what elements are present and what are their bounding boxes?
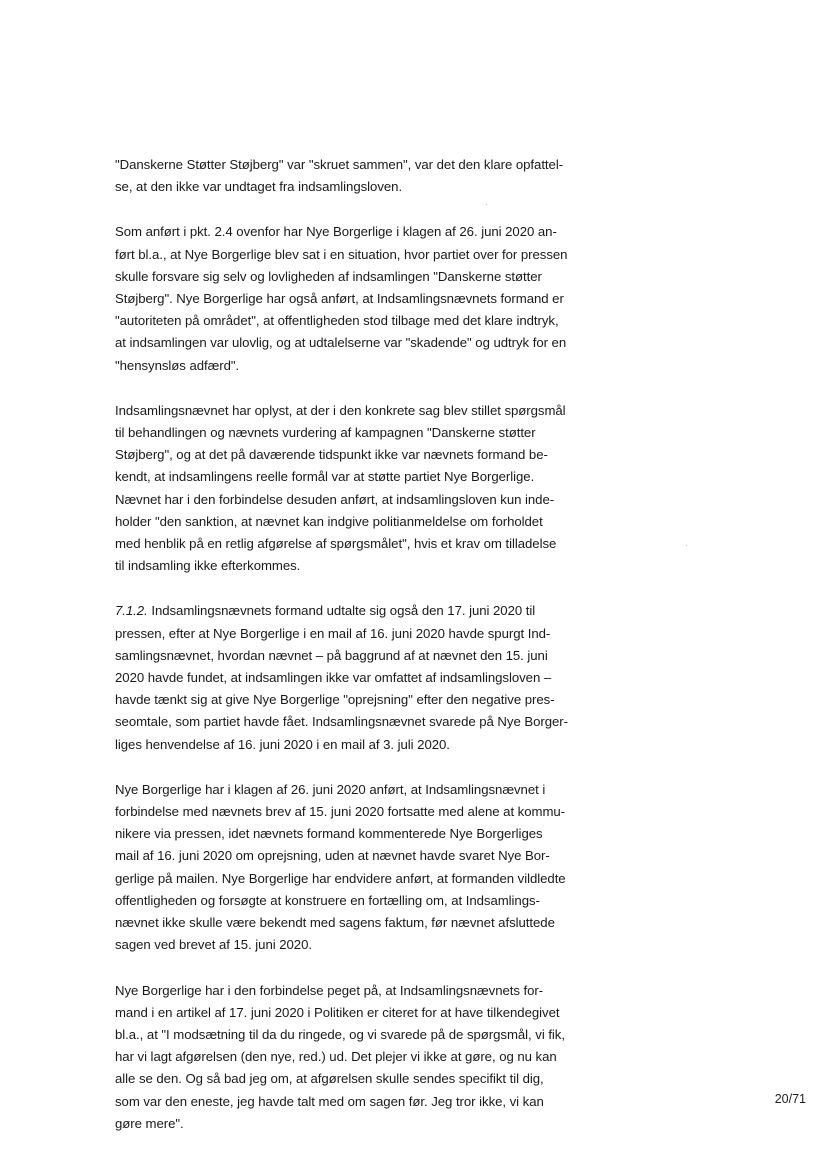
scan-speck: [686, 545, 687, 546]
text-line: "hensynsløs adfærd".: [115, 357, 240, 373]
text-line: pressen, efter at Nye Borgerlige i en mail af 16. juni 2020 havde spurgt Ind-: [115, 625, 551, 641]
text-line: som var den eneste, jeg havde talt med om sagen før. Jeg tror ikke, vi kan: [115, 1093, 544, 1109]
page-number: 20/71: [774, 1092, 806, 1106]
text-line: samlingsnævnet, hvordan nævnet – på baggrund af at nævnet den 15. juni: [115, 647, 548, 663]
text-line: Nye Borgerlige har i klagen af 26. juni 2020 anført, at Indsamlingsnævnet i: [115, 781, 546, 797]
text-line: "Danskerne Støtter Støjberg" var "skruet sammen", var det den klare opfattel-: [115, 157, 564, 172]
text-line: Som anført i pkt. 2.4 ovenfor har Nye Borgerlige i klagen af 26. juni 2020 an-: [115, 224, 557, 240]
text-line: 2020 havde fundet, at indsamlingen ikke var omfattet af indsamlingsloven –: [115, 670, 552, 686]
text-line: mail af 16. juni 2020 om oprejsning, uden at nævnet havde svaret Nye Bor-: [115, 848, 550, 864]
document-body: [115, 154, 595, 1158]
paragraph: [115, 980, 595, 1135]
paragraph: [115, 221, 595, 376]
text-line: sagen ved brevet af 15. juni 2020.: [115, 937, 312, 953]
text-line-content: Indsamlingsnævnets formand udtalte sig også den 17. juni 2020 til: [151, 603, 536, 619]
text-line: har vi lagt afgørelsen (den nye, red.) ud. Det plejer vi ikke at gøre, og nu kan: [115, 1049, 557, 1065]
text-line: mand i en artikel af 17. juni 2020 i Politiken er citeret for at have tilkendegivet: [115, 1004, 560, 1020]
section-number: 7.1.2.: [115, 603, 148, 619]
text-line: forbindelse med nævnets brev af 15. juni 2020 fortsatte med alene at kommu-: [115, 804, 566, 820]
text-line: bl.a., at "I modsætning til da du ringede, og vi svarede på de spørgsmål, vi fik,: [115, 1026, 565, 1042]
text-line: offentligheden og forsøgte at konstruere en fortælling om, at Indsamlings-: [115, 892, 540, 908]
text-line: nævnet ikke skulle være bekendt med sagens faktum, før nævnet afsluttede: [115, 915, 555, 931]
paragraph: [115, 154, 595, 198]
text-line: med henblik på en retlig afgørelse af spørgsmålet", hvis et krav om tilladelse: [115, 536, 557, 552]
paragraph: [115, 779, 595, 957]
text-line: skulle forsvare sig selv og lovligheden af indsamlingen "Danskerne støtter: [115, 268, 542, 284]
text-line: seomtale, som partiet havde fået. Indsamlingsnævnet svarede på Nye Borger-: [115, 714, 568, 730]
text-line: Støjberg". Nye Borgerlige har også anført, at Indsamlingsnævnets formand er: [115, 291, 564, 307]
text-line: til behandlingen og nævnets vurdering af kampagnen "Danskerne støtter: [115, 425, 536, 441]
text-line: Indsamlingsnævnet har oplyst, at der i den konkrete sag blev stillet spørgsmål: [115, 402, 566, 418]
text-line: at indsamlingen var ulovlig, og at udtalelserne var "skadende" og udtryk for en: [115, 335, 567, 351]
text-line: kendt, at indsamlingens reelle formål var at støtte partiet Nye Borgerlige.: [115, 469, 535, 485]
text-line: havde tænkt sig at give Nye Borgerlige "oprejsning" efter den negative pres-: [115, 692, 555, 708]
text-line: Nye Borgerlige har i den forbindelse peget på, at Indsamlingsnævnets for-: [115, 982, 544, 998]
text-line: liges henvendelse af 16. juni 2020 i en mail af 3. juli 2020.: [115, 736, 450, 752]
paragraph: [115, 600, 595, 755]
text-line: gerlige på mailen. Nye Borgerlige har endvidere anført, at formanden vildledte: [115, 870, 566, 886]
text-line: [115, 600, 595, 622]
text-line: til indsamling ikke efterkommes.: [115, 558, 301, 574]
text-line: Nævnet har i den forbindelse desuden anført, at indsamlingsloven kun inde-: [115, 491, 555, 507]
text-line: holder "den sanktion, at nævnet kan indgive politianmeldelse om forholdet: [115, 513, 543, 529]
paragraph: [115, 400, 595, 578]
text-line: Støjberg", og at det på daværende tidspunkt ikke var nævnets formand be-: [115, 447, 548, 463]
text-line: nikere via pressen, idet nævnets formand kommenterede Nye Borgerliges: [115, 826, 543, 842]
text-line: alle se den. Og så bad jeg om, at afgørelsen skulle sendes specifikt til dig,: [115, 1071, 544, 1087]
text-line: se, at den ikke var undtaget fra indsamlingsloven.: [115, 179, 403, 195]
text-line: gøre mere".: [115, 1115, 184, 1131]
text-line: ført bl.a., at Nye Borgerlige blev sat i en situation, hvor partiet over for pressen: [115, 246, 568, 262]
text-line: "autoriteten på området", at offentligheden stod tilbage med det klare indtryk,: [115, 313, 559, 329]
